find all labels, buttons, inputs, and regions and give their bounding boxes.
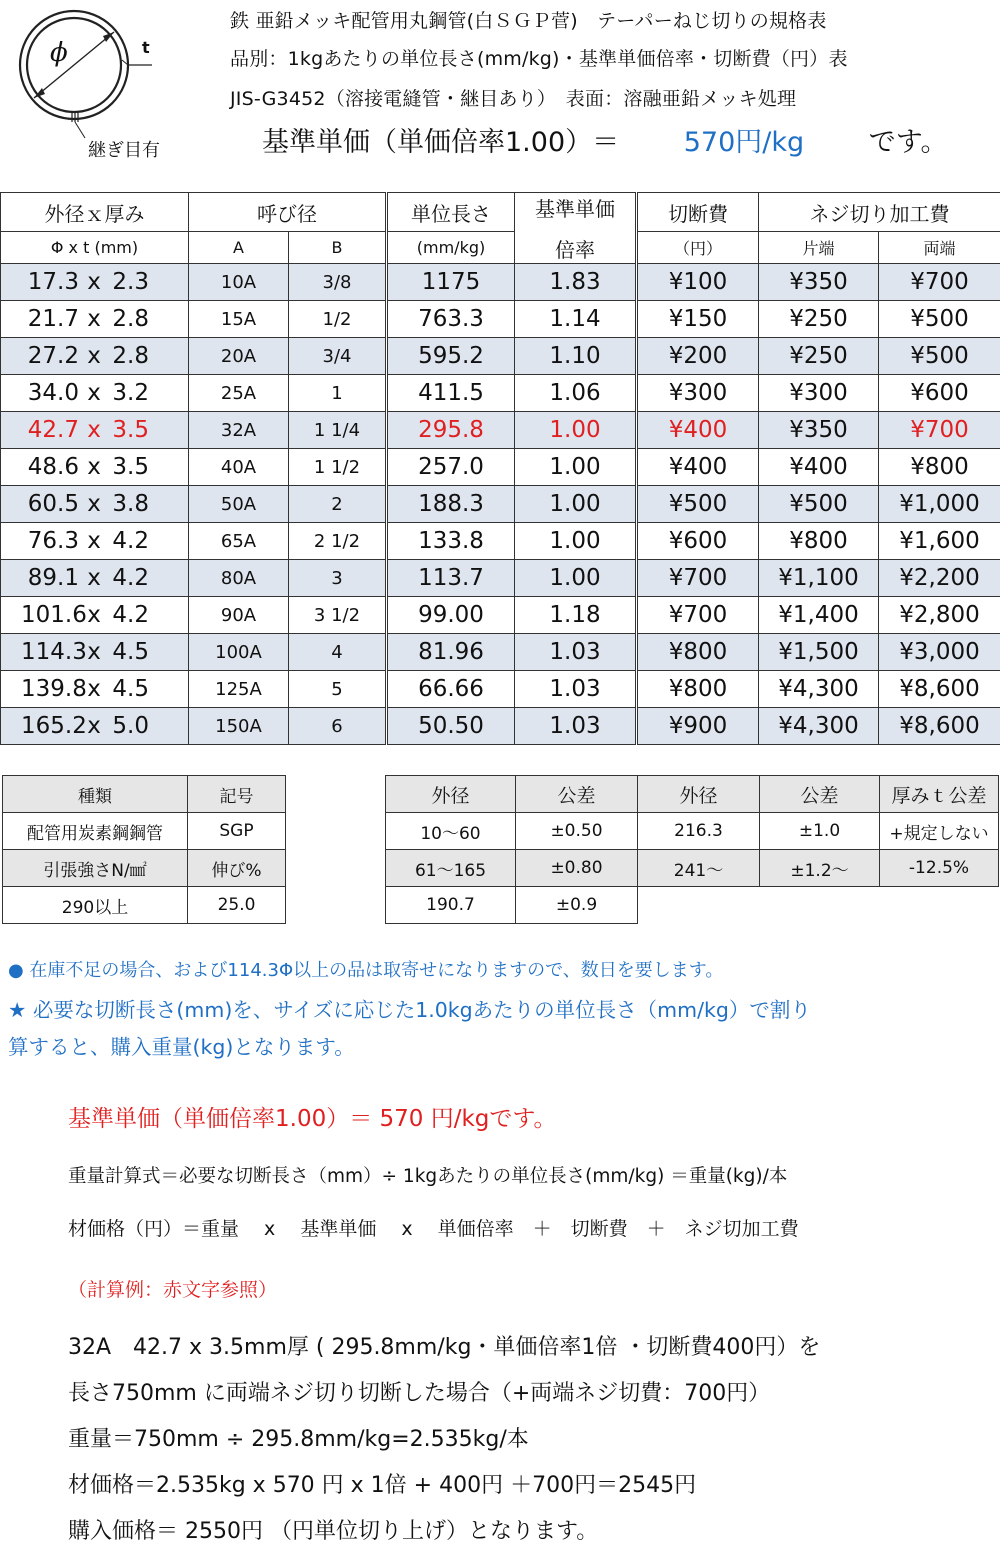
thickness-value: 3.8 <box>112 491 149 517</box>
header-unit-length-sub: (mm/kg) <box>387 232 515 264</box>
times-sign: x <box>87 713 101 739</box>
cell-od-thickness <box>1 412 189 449</box>
cell-od-thickness <box>1 301 189 338</box>
times-sign: x <box>87 417 101 443</box>
table-row <box>1 523 1000 560</box>
od-value: 34.0 <box>27 380 79 406</box>
cell-cut-fee: ¥400 <box>637 412 759 449</box>
thickness-value: 4.5 <box>112 676 149 702</box>
cell-od-thickness <box>1 486 189 523</box>
times-sign: x <box>87 565 101 591</box>
cell-od-thickness <box>1 338 189 375</box>
cell-unit-length: 113.7 <box>387 560 515 597</box>
example-line-3: 重量＝750mm ÷ 295.8mm/kg=2.535kg/本 <box>68 1427 529 1452</box>
tol-r3-empty-2 <box>760 887 880 924</box>
cell-base-rate: 1.00 <box>515 449 637 486</box>
tol-r2-tol2: ±1.2〜 <box>760 850 880 887</box>
example-label: （計算例：赤文字参照） <box>68 1279 278 1301</box>
stock-note: ● 在庫不足の場合、および114.3Φ以上の品は取寄せになりますので、数日を要します。 <box>8 960 724 981</box>
table-row <box>1 486 1000 523</box>
cell-nominal-b: 5 <box>289 671 387 708</box>
times-sign: x <box>87 269 101 295</box>
od-value: 139.8 <box>21 676 87 702</box>
cell-thread-both-ends: ¥600 <box>879 375 1000 412</box>
header-base-rate-1: 基準単価 <box>535 197 615 221</box>
cell-unit-length: 81.96 <box>387 634 515 671</box>
tol-r3-empty-3 <box>880 887 999 924</box>
cell-od-thickness <box>1 264 189 301</box>
thickness-value: 2.8 <box>112 343 149 369</box>
base-price-value: 570円/kg <box>683 127 805 158</box>
table-row <box>1 412 1000 449</box>
cell-cut-fee: ¥500 <box>637 486 759 523</box>
cell-thread-one-end: ¥250 <box>759 301 879 338</box>
cell-thread-both-ends: ¥3,000 <box>879 634 1000 671</box>
tol-r2-od: 61〜165 <box>386 850 516 887</box>
cell-unit-length: 99.00 <box>387 597 515 634</box>
cell-thread-both-ends: ¥700 <box>879 264 1000 301</box>
cell-nominal-b: 3/8 <box>289 264 387 301</box>
cell-unit-length: 66.66 <box>387 671 515 708</box>
table-row <box>1 449 1000 486</box>
tol-header-1: 公差 <box>516 776 638 813</box>
price-formula: 材価格（円）＝重量 x 基準単価 x 単価倍率 ＋ 切断費 ＋ ネジ切加工費 <box>68 1218 799 1240</box>
elongation-value: 25.0 <box>188 887 286 924</box>
base-price-prefix: 基準単価（単価倍率1.00）＝ <box>262 127 620 158</box>
cell-base-rate: 1.18 <box>515 597 637 634</box>
pipe-diagram <box>0 0 200 170</box>
cell-od-thickness <box>1 634 189 671</box>
cell-thread-one-end: ¥250 <box>759 338 879 375</box>
cell-nominal-b: 1/2 <box>289 301 387 338</box>
cell-unit-length: 133.8 <box>387 523 515 560</box>
cell-thread-both-ends: ¥1,600 <box>879 523 1000 560</box>
kind-value: 配管用炭素鋼鋼管 <box>3 813 188 850</box>
cell-nominal-a: 40A <box>189 449 289 486</box>
tol-header-2: 公差 <box>760 776 880 813</box>
table-row <box>1 560 1000 597</box>
cell-nominal-a: 20A <box>189 338 289 375</box>
example-line-4: 材価格＝2.535kg x 570 円 x 1倍 + 400円 ＋700円＝2545円 <box>68 1473 697 1498</box>
cell-thread-both-ends: ¥2,200 <box>879 560 1000 597</box>
cell-nominal-b: 1 1/4 <box>289 412 387 449</box>
times-sign: x <box>87 676 101 702</box>
thickness-tol-header: 厚みｔ公差 <box>880 776 999 813</box>
base-price-line <box>262 120 948 159</box>
weight-note-line-2: 算すると、購入重量(kg)となります。 <box>8 1035 355 1059</box>
cell-thread-one-end: ¥300 <box>759 375 879 412</box>
seam-label: 継ぎ目有 <box>88 140 160 161</box>
tensile-value: 290以上 <box>3 887 188 924</box>
tensile-header: 引張強さN/㎟ <box>3 850 188 887</box>
times-sign: x <box>87 380 101 406</box>
tol-r1-od: 10〜60 <box>386 813 516 850</box>
thickness-value: 4.2 <box>112 528 149 554</box>
title-line-2: 品別：1kgあたりの単位長さ(mm/kg)・基準単価倍率・切断費（円）表 <box>230 48 848 70</box>
thickness-value: 4.2 <box>112 565 149 591</box>
table-row <box>1 634 1000 671</box>
cell-nominal-a: 15A <box>189 301 289 338</box>
tol-od-header-1: 外径 <box>386 776 516 813</box>
cell-thread-both-ends: ¥8,600 <box>879 708 1000 745</box>
times-sign: x <box>87 528 101 554</box>
cell-nominal-b: 2 1/2 <box>289 523 387 560</box>
cell-thread-one-end: ¥1,100 <box>759 560 879 597</box>
tol-r2-thick: -12.5% <box>880 850 999 887</box>
elongation-header: 伸び% <box>188 850 286 887</box>
cell-nominal-a: 125A <box>189 671 289 708</box>
cell-od-thickness <box>1 375 189 412</box>
header-base-rate-2: 倍率 <box>555 238 595 262</box>
thickness-value: 3.2 <box>112 380 149 406</box>
cell-od-thickness <box>1 708 189 745</box>
cell-thread-both-ends: ¥500 <box>879 301 1000 338</box>
cell-nominal-a: 10A <box>189 264 289 301</box>
cell-thread-one-end: ¥1,500 <box>759 634 879 671</box>
tol-r1-thick: +規定しない <box>880 813 999 850</box>
cell-nominal-b: 2 <box>289 486 387 523</box>
tol-r1-od2: 216.3 <box>638 813 760 850</box>
cell-nominal-b: 3 <box>289 560 387 597</box>
title-line-1: 鉄 亜鉛メッキ配管用丸鋼管(白ＳＧＰ菅) テーパーねじ切りの規格表 <box>230 10 827 32</box>
thickness-value: 4.5 <box>112 639 149 665</box>
od-value: 101.6 <box>21 602 87 628</box>
od-value: 42.7 <box>27 417 79 443</box>
example-line-5: 購入価格＝ 2550円 （円単位切り上げ）となります。 <box>68 1519 599 1544</box>
cell-cut-fee: ¥600 <box>637 523 759 560</box>
cell-unit-length: 1175 <box>387 264 515 301</box>
times-sign: x <box>87 343 101 369</box>
symbol-header: 記号 <box>188 776 286 813</box>
cell-nominal-b: 3/4 <box>289 338 387 375</box>
cell-unit-length: 763.3 <box>387 301 515 338</box>
cell-unit-length: 50.50 <box>387 708 515 745</box>
cell-cut-fee: ¥150 <box>637 301 759 338</box>
title-line-3: JIS-G3452（溶接電縫管・継目あり） 表面：溶融亜鉛メッキ処理 <box>230 88 797 110</box>
table-row <box>1 597 1000 634</box>
cell-thread-one-end: ¥800 <box>759 523 879 560</box>
cell-thread-both-ends: ¥700 <box>879 412 1000 449</box>
cell-cut-fee: ¥200 <box>637 338 759 375</box>
cell-cut-fee: ¥400 <box>637 449 759 486</box>
header-one-end: 片端 <box>759 232 879 264</box>
cell-base-rate: 1.14 <box>515 301 637 338</box>
cell-nominal-a: 80A <box>189 560 289 597</box>
cell-cut-fee: ¥700 <box>637 560 759 597</box>
cell-base-rate: 1.83 <box>515 264 637 301</box>
tol-r2-tol: ±0.80 <box>516 850 638 887</box>
thickness-value: 2.8 <box>112 306 149 332</box>
tolerance-table <box>385 775 999 924</box>
cell-nominal-b: 4 <box>289 634 387 671</box>
tol-r1-tol: ±0.50 <box>516 813 638 850</box>
phi-symbol: ϕ <box>50 38 68 68</box>
cell-unit-length: 257.0 <box>387 449 515 486</box>
cell-base-rate: 1.10 <box>515 338 637 375</box>
header-thread-fee: ネジ切り加工費 <box>759 193 1000 232</box>
weight-note-line-1: ★ 必要な切断長さ(mm)を、サイズに応じた1.0kgあたりの単位長さ（mm/kg）で割り <box>8 998 811 1022</box>
thickness-value: 3.5 <box>112 417 149 443</box>
material-spec-table <box>2 775 286 924</box>
cell-cut-fee: ¥800 <box>637 671 759 708</box>
od-value: 76.3 <box>27 528 79 554</box>
times-sign: x <box>87 306 101 332</box>
header-nominal: 呼び径 <box>189 193 387 232</box>
header-a: A <box>189 232 289 264</box>
cell-thread-one-end: ¥4,300 <box>759 671 879 708</box>
table-row <box>1 338 1000 375</box>
cell-cut-fee: ¥100 <box>637 264 759 301</box>
table-row <box>1 671 1000 708</box>
cell-nominal-a: 50A <box>189 486 289 523</box>
pipe-spec-rows <box>1 264 1000 745</box>
header-base-rate <box>515 193 637 264</box>
cell-nominal-b: 3 1/2 <box>289 597 387 634</box>
tol-od-header-2: 外径 <box>638 776 760 813</box>
cell-thread-both-ends: ¥1,000 <box>879 486 1000 523</box>
cell-base-rate: 1.00 <box>515 486 637 523</box>
thickness-value: 5.0 <box>112 713 149 739</box>
cell-nominal-a: 65A <box>189 523 289 560</box>
times-sign: x <box>87 454 101 480</box>
cell-base-rate: 1.00 <box>515 523 637 560</box>
cell-cut-fee: ¥700 <box>637 597 759 634</box>
symbol-value: SGP <box>188 813 286 850</box>
cell-unit-length: 295.8 <box>387 412 515 449</box>
cell-thread-both-ends: ¥800 <box>879 449 1000 486</box>
cell-thread-one-end: ¥400 <box>759 449 879 486</box>
cell-thread-both-ends: ¥8,600 <box>879 671 1000 708</box>
cell-od-thickness <box>1 671 189 708</box>
times-sign: x <box>87 491 101 517</box>
cell-cut-fee: ¥900 <box>637 708 759 745</box>
cell-nominal-b: 6 <box>289 708 387 745</box>
weight-formula: 重量計算式＝必要な切断長さ（mm）÷ 1kgあたりの単位長さ(mm/kg) ＝重量(kg)/本 <box>68 1166 788 1187</box>
cell-base-rate: 1.00 <box>515 412 637 449</box>
cell-nominal-a: 90A <box>189 597 289 634</box>
table-row <box>1 375 1000 412</box>
cell-od-thickness <box>1 597 189 634</box>
cell-thread-one-end: ¥1,400 <box>759 597 879 634</box>
cell-base-rate: 1.06 <box>515 375 637 412</box>
tol-r3-empty-1 <box>638 887 760 924</box>
od-value: 165.2 <box>21 713 87 739</box>
thickness-symbol: t <box>142 38 150 57</box>
cell-thread-one-end: ¥500 <box>759 486 879 523</box>
cell-thread-both-ends: ¥500 <box>879 338 1000 375</box>
cell-thread-one-end: ¥350 <box>759 412 879 449</box>
cell-nominal-a: 32A <box>189 412 289 449</box>
tol-r1-tol2: ±1.0 <box>760 813 880 850</box>
od-value: 48.6 <box>27 454 79 480</box>
base-price-suffix: です。 <box>868 127 948 158</box>
calc-headline: 基準単価（単価倍率1.00）＝ 570 円/kgです。 <box>68 1106 557 1132</box>
header-cut-fee-sub: （円） <box>637 232 759 264</box>
od-value: 27.2 <box>27 343 79 369</box>
times-sign: x <box>87 639 101 665</box>
od-value: 60.5 <box>27 491 79 517</box>
table-row <box>1 264 1000 301</box>
cell-thread-one-end: ¥350 <box>759 264 879 301</box>
times-sign: x <box>87 602 101 628</box>
cell-unit-length: 411.5 <box>387 375 515 412</box>
cell-thread-both-ends: ¥2,800 <box>879 597 1000 634</box>
cell-nominal-b: 1 <box>289 375 387 412</box>
thickness-value: 2.3 <box>112 269 149 295</box>
od-value: 114.3 <box>21 639 87 665</box>
kind-header: 種類 <box>3 776 188 813</box>
od-value: 89.1 <box>27 565 79 591</box>
cell-cut-fee: ¥800 <box>637 634 759 671</box>
od-value: 17.3 <box>27 269 79 295</box>
cell-base-rate: 1.03 <box>515 634 637 671</box>
thickness-value: 3.5 <box>112 454 149 480</box>
cell-od-thickness <box>1 523 189 560</box>
cell-thread-one-end: ¥4,300 <box>759 708 879 745</box>
cell-base-rate: 1.03 <box>515 671 637 708</box>
example-line-1: 32A 42.7 x 3.5mm厚 ( 295.8mm/kg・単価倍率1倍 ・切断費400円）を <box>68 1335 821 1360</box>
cell-od-thickness <box>1 449 189 486</box>
cell-nominal-a: 100A <box>189 634 289 671</box>
cell-nominal-a: 150A <box>189 708 289 745</box>
table-row <box>1 708 1000 745</box>
cell-nominal-b: 1 1/2 <box>289 449 387 486</box>
cell-unit-length: 595.2 <box>387 338 515 375</box>
tol-r3-tol: ±0.9 <box>516 887 638 924</box>
table-row <box>1 301 1000 338</box>
cell-nominal-a: 25A <box>189 375 289 412</box>
header-b: B <box>289 232 387 264</box>
header-od: 外径ｘ厚み <box>1 193 189 232</box>
cell-base-rate: 1.00 <box>515 560 637 597</box>
cell-unit-length: 188.3 <box>387 486 515 523</box>
cell-base-rate: 1.03 <box>515 708 637 745</box>
example-line-2: 長さ750mm に両端ネジ切り切断した場合（+両端ネジ切費：700円） <box>68 1381 771 1406</box>
od-value: 21.7 <box>27 306 79 332</box>
header-od-sub: Φ x t (mm) <box>1 232 189 264</box>
header-both-ends: 両端 <box>879 232 1000 264</box>
cell-od-thickness <box>1 560 189 597</box>
cell-cut-fee: ¥300 <box>637 375 759 412</box>
thickness-value: 4.2 <box>112 602 149 628</box>
tol-r3-od: 190.7 <box>386 887 516 924</box>
pipe-spec-table <box>0 192 1000 745</box>
tol-r2-od2: 241〜 <box>638 850 760 887</box>
header-cut-fee: 切断費 <box>637 193 759 232</box>
header-unit-length: 単位長さ <box>387 193 515 232</box>
